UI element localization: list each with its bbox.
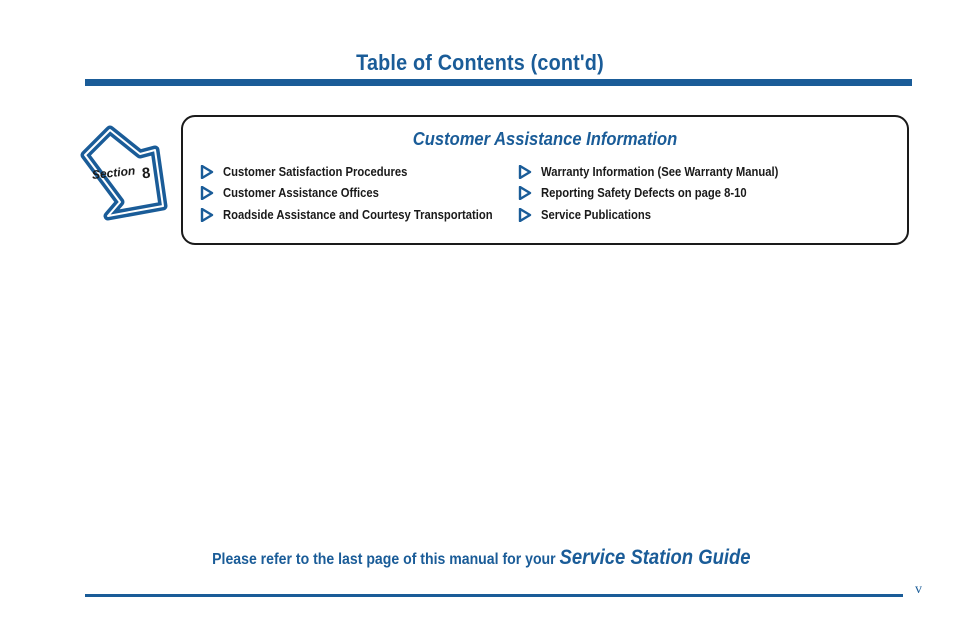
list-item-label: Reporting Safety Defects on page 8-10 [541,186,747,200]
bottom-rule [85,594,903,597]
list-item-label: Customer Assistance Offices [223,186,379,200]
list-item[interactable] [200,184,396,202]
service-station-guide-link[interactable]: Service Station Guide [559,546,751,569]
list-item-label: Roadside Assistance and Courtesy Transportation [223,208,493,222]
section-number: 8 [141,164,152,183]
triangle-bullet-icon [200,186,214,200]
triangle-bullet-icon [518,208,532,222]
list-item[interactable] [200,206,523,224]
footer-note [0,546,960,570]
triangle-bullet-icon [200,165,214,179]
list-item[interactable] [518,206,663,224]
section-label: Section [91,163,136,182]
list-item-label: Warranty Information (See Warranty Manual) [541,165,779,179]
triangle-bullet-icon [518,186,532,200]
triangle-bullet-icon [518,165,532,179]
box-heading: Customer Assistance Information [412,129,678,149]
page-title: Table of Contents (cont'd) [356,50,604,75]
list-item-label: Service Publications [541,208,652,222]
list-item[interactable] [518,184,770,202]
triangle-bullet-icon [200,208,214,222]
list-item-label: Customer Satisfaction Procedures [223,165,408,179]
list-item[interactable] [518,163,805,181]
list-item[interactable] [200,163,428,181]
footer-note-text: Please refer to the last page of this manual for your [212,551,560,568]
title-rule [85,79,912,86]
page-number: v [915,582,922,597]
